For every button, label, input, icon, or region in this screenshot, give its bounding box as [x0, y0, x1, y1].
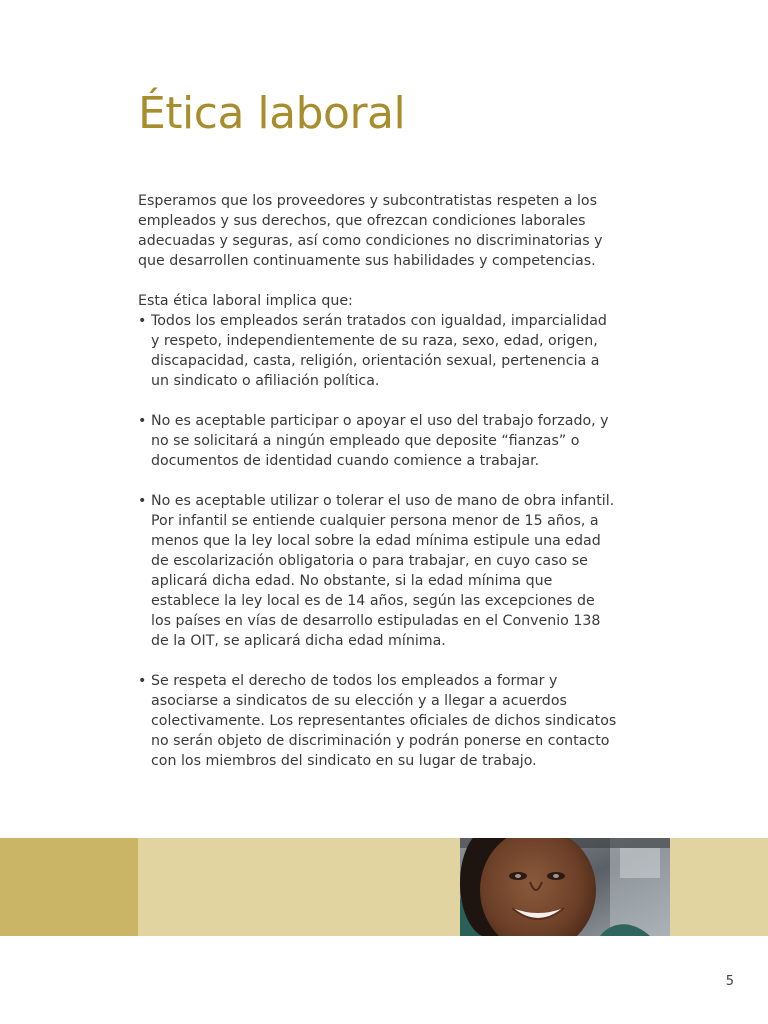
list-item-child-labor: • No es aceptable utilizar o tolerar el uso de mano de obra infantil. Por infantil se entiende cualquier persona menor de 15 años, a menos que la ley local sobre la edad mínima estipule una edad de escolarización obligatoria o para trabajar, en cuyo caso se aplicará dicha edad. No obstante, si la edad mínima que establece la ley local es de 14 años, según las excepciones de los países en vías de desarrollo estipuladas en el Convenio 138 de la OIT, se aplicará dicha edad mínima.: [138, 491, 618, 651]
list-item-equality: • Todos los empleados serán tratados con igualdad, imparcialidad y respeto, independientemente de su raza, sexo, edad, origen, discapacidad, casta, religión, orientación sexual, pertenencia a un sindicato o afiliación política.: [138, 311, 618, 391]
page-title: Ética laboral: [138, 88, 406, 139]
list-item-union-rights: • Se respeta el derecho de todos los empleados a formar y asociarse a sindicatos de su elección y a llegar a acuerdos colectivamente. Los representantes oficiales de dichos sindicatos no serán objeto de discriminación y podrán ponerse en contacto con los miembros del sindicato en su lugar de trabajo.: [138, 671, 618, 771]
page-number: 5: [725, 974, 734, 989]
body-text: [138, 191, 618, 791]
band-accent-block: [0, 838, 138, 936]
worker-photo: [460, 838, 670, 936]
list-item-forced-labor: • No es aceptable participar o apoyar el uso del trabajo forzado, y no se solicitará a ningún empleado que deposite “fianzas” o documentos de identidad cuando comience a trabajar.: [138, 411, 618, 471]
intro-paragraph: Esperamos que los proveedores y subcontratistas respeten a los empleados y sus derechos, que ofrezcan condiciones laborales adecuadas y seguras, así como condiciones no discriminatorias y que desarrollen continuamente sus habilidades y competencias.: [138, 193, 603, 269]
requirements-list: [138, 311, 618, 771]
decorative-band: [0, 838, 768, 936]
list-lead: Esta ética laboral implica que:: [138, 293, 353, 309]
